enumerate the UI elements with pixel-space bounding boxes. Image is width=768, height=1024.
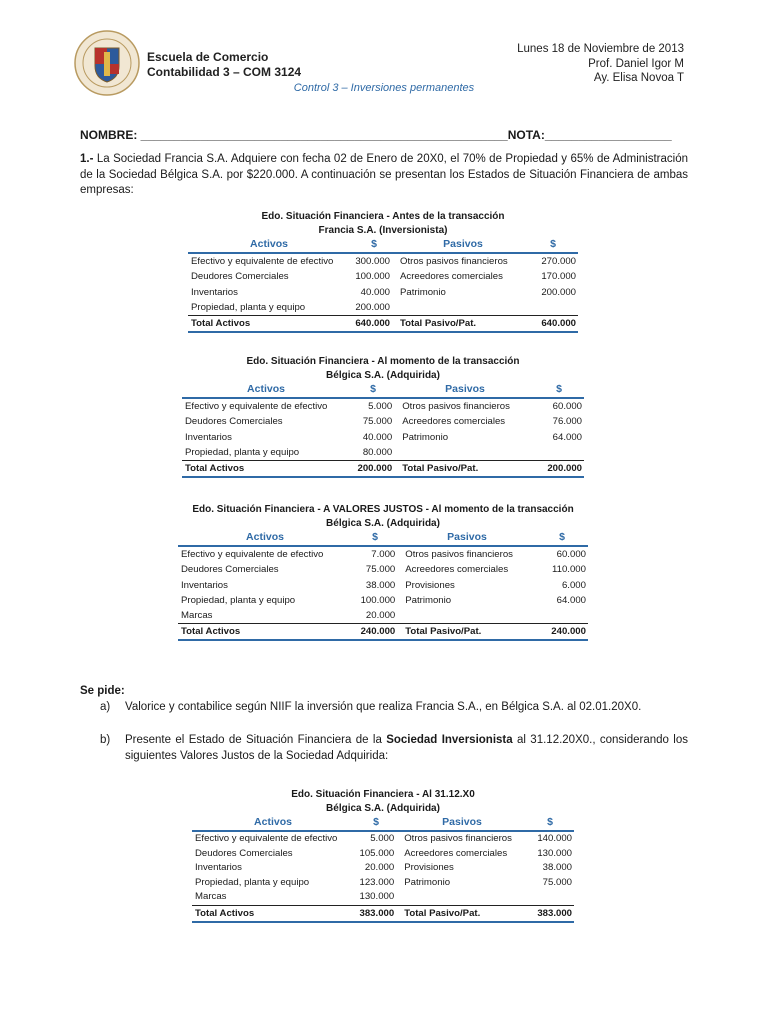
table-row: Deudores Comerciales 75.000 Acreedores comerciales 110.000 [181,564,586,576]
table-header: Activos $ Pasivos $ [178,530,588,547]
table-title: Edo. Situación Financiera - Al 31.12.X0 [291,789,475,800]
table-total-row: Total Activos 383.000 Total Pasivo/Pat. 383.000 [192,905,574,923]
table-row: Deudores Comerciales 105.000 Acreedores comerciales 130.000 [195,847,572,859]
table-header: Activos $ Pasivos $ [188,237,578,254]
table-row: Inventarios 40.000 Patrimonio 200.000 [191,286,577,298]
table-total-row: Total Activos 240.000 Total Pasivo/Pat. 240.000 [178,623,588,641]
question-a-text: Valorice y contabilice según NIIF la inversión que realiza Francia S.A., en Bélgica S.A. al 02.01.20X0. [125,701,642,713]
table-row: Efectivo y equivalente de efectivo 300.000 Otros pasivos financieros 270.000 [191,256,577,267]
table-subtitle: Bélgica S.A. (Adquirida) [326,369,440,381]
question-number: 1.- [80,153,94,165]
professor-name: Prof. Daniel Igor M [588,57,684,70]
table-header: Activos $ Pasivos $ [182,382,584,399]
table-belgica-year-end [192,788,574,923]
student-name-line: NOMBRE: _______________________________________________________NOTA:___________________ [80,128,672,142]
table-row: Propiedad, planta y equipo 100.000 Patrimonio 64.000 [181,594,586,606]
table-subtitle: Bélgica S.A. (Adquirida) [326,802,440,814]
question-1 [80,152,688,199]
school-header [147,50,301,80]
se-pide-label: Se pide: [80,685,125,697]
question-a [100,700,688,716]
control-title: Control 3 – Inversiones permanentes [293,82,475,94]
table-row: Propiedad, planta y equipo 200.000 [191,301,390,313]
table-belgica-fair-values [178,503,588,641]
exam-date: Lunes 18 de Noviembre de 2013 [517,43,684,55]
table-row: Marcas 20.000 [181,610,396,622]
table-subtitle: Francia S.A. (Inversionista) [318,224,448,236]
table-header: Activos $ Pasivos $ [192,815,574,832]
table-title: Edo. Situación Financiera - Antes de la transacción [261,211,505,222]
table-row: Efectivo y equivalente de efectivo 5.000 Otros pasivos financieros 60.000 [185,401,582,412]
table-row: Propiedad, planta y equipo 123.000 Patrimonio 75.000 [195,876,572,888]
list-letter: b) [100,734,111,746]
table-row: Marcas 130.000 [195,891,395,903]
table-francia-before [188,210,578,333]
table-row: Efectivo y equivalente de efectivo 7.000 Otros pasivos financieros 60.000 [181,549,586,560]
course-name: Contabilidad 3 – COM 3124 [147,65,302,79]
table-belgica-at-transaction [182,355,584,478]
question-b-text: Presente el Estado de Situación Financiera de la Sociedad Inversionista al 31.12.20X0., considerando los siguientes Valores Justos de la Sociedad Adquirida: [125,734,689,762]
school-name: Escuela de Comercio [147,50,269,64]
question-b [100,733,688,764]
table-total-row: Total Activos 200.000 Total Pasivo/Pat. 200.000 [182,460,584,478]
date-block [517,42,684,86]
table-title: Edo. Situación Financiera - Al momento de la transacción [246,356,520,367]
list-letter: a) [100,701,111,713]
table-row: Inventarios 40.000 Patrimonio 64.000 [185,431,582,443]
table-row: Propiedad, planta y equipo 80.000 [185,446,393,458]
table-row: Deudores Comerciales 75.000 Acreedores comerciales 76.000 [185,416,582,428]
table-row: Efectivo y equivalente de efectivo 5.000 Otros pasivos financieros 140.000 [195,833,572,844]
table-row: Inventarios 38.000 Provisiones 6.000 [181,579,586,591]
question-text: La Sociedad Francia S.A. Adquiere con fecha 02 de Enero de 20X0, el 70% de Propiedad y 65% de Administración de la Sociedad Bélgica S.A. por $220.000. A continuación se presentan los Estados de Situación Financiera de ambas empresas: [80,153,688,196]
assistant-name: Ay. Elisa Novoa T [593,72,684,84]
table-subtitle: Bélgica S.A. (Adquirida) [326,517,440,529]
table-total-row: Total Activos 640.000 Total Pasivo/Pat. 640.000 [188,315,578,333]
table-title: Edo. Situación Financiera - A VALORES JUSTOS - Al momento de la transacción [192,504,574,515]
table-row: Deudores Comerciales 100.000 Acreedores comerciales 170.000 [191,271,577,283]
table-row: Inventarios 20.000 Provisiones 38.000 [195,862,572,874]
